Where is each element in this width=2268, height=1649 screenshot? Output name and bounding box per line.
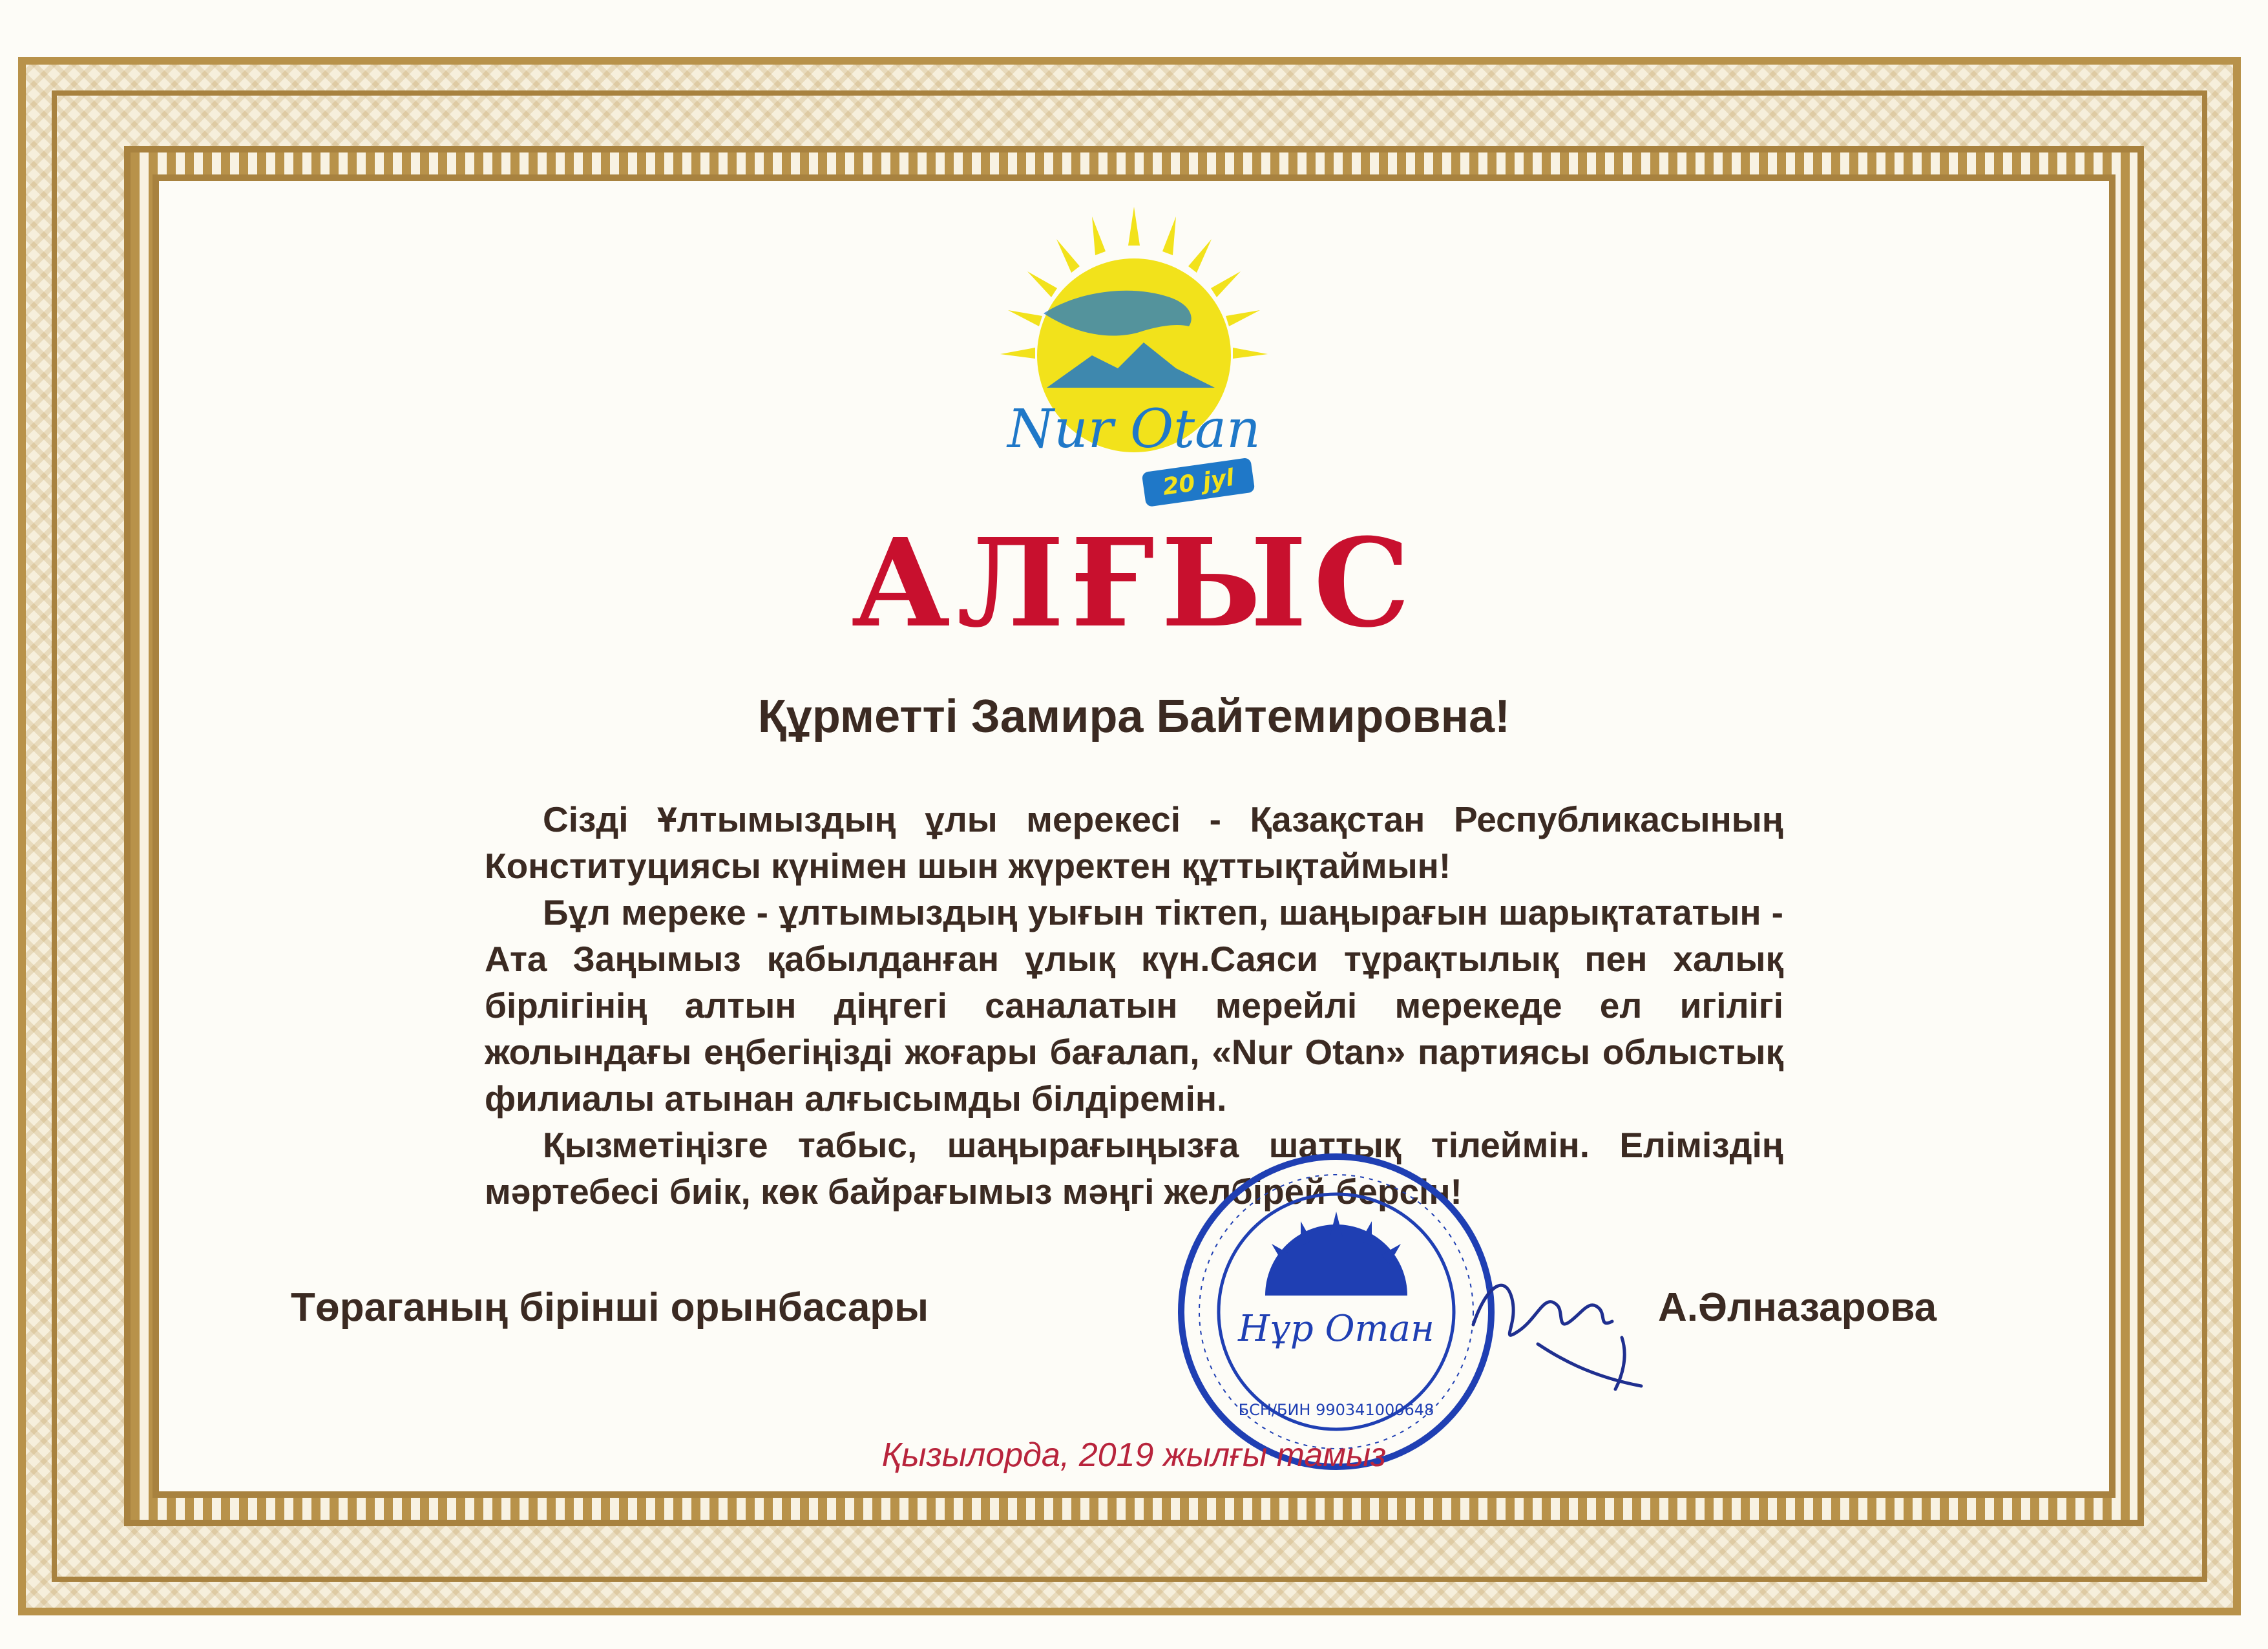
stamp-sun-icon (1265, 1212, 1407, 1296)
body-paragraph: Қызметіңізге табыс, шаңырағыңызға шаттық тілеймін. Еліміздің мәртебесі биік, көк байрағымыз мәңгі желбірей берсін! (485, 1125, 1783, 1212)
handwritten-signature (1460, 1247, 1654, 1402)
certificate-body (485, 796, 1783, 1215)
body-paragraph: Бұл мереке - ұлтымыздың уығын тіктеп, шаңырағын шарықтататын - Ата Заңымыз қабылданған ұлық күн.Саяси тұрақтылық пен халық бірлігінің алтын діңгегі саналатын мерейлі мерекеде ел игілігі жолындағы еңбегіңізді жоғары бағалап, «Nur Otan» партиясы облыстық филиалы атынан алғысымды білдіремін. (485, 892, 1783, 1119)
stamp-center-text: Нұр Отан (1238, 1308, 1434, 1350)
nur-otan-logo (982, 194, 1286, 530)
salutation: Құрметті Замира Байтемировна! (757, 691, 1511, 742)
official-stamp (1168, 1144, 1504, 1480)
stamp-id-text: БСН/БИН 990341000648 (1238, 1401, 1434, 1419)
signatory-position: Төраганың бірінші орынбасары (291, 1285, 929, 1330)
signatory-name: А.Әлназарова (1658, 1285, 1937, 1330)
logo-badge-text: 20 jyl (1160, 464, 1236, 501)
body-paragraph: Сізді Ұлтымыздың ұлы мерекесі - Қазақстан Республикасының Конституциясы күнімен шын жүректен құттықтаймын! (485, 799, 1783, 886)
place-date-line: Қызылорда, 2019 жылғы тамыз (881, 1436, 1387, 1474)
logo-text: Nur Otan (1007, 399, 1261, 460)
certificate-title: АЛҒЫС (851, 512, 1417, 655)
